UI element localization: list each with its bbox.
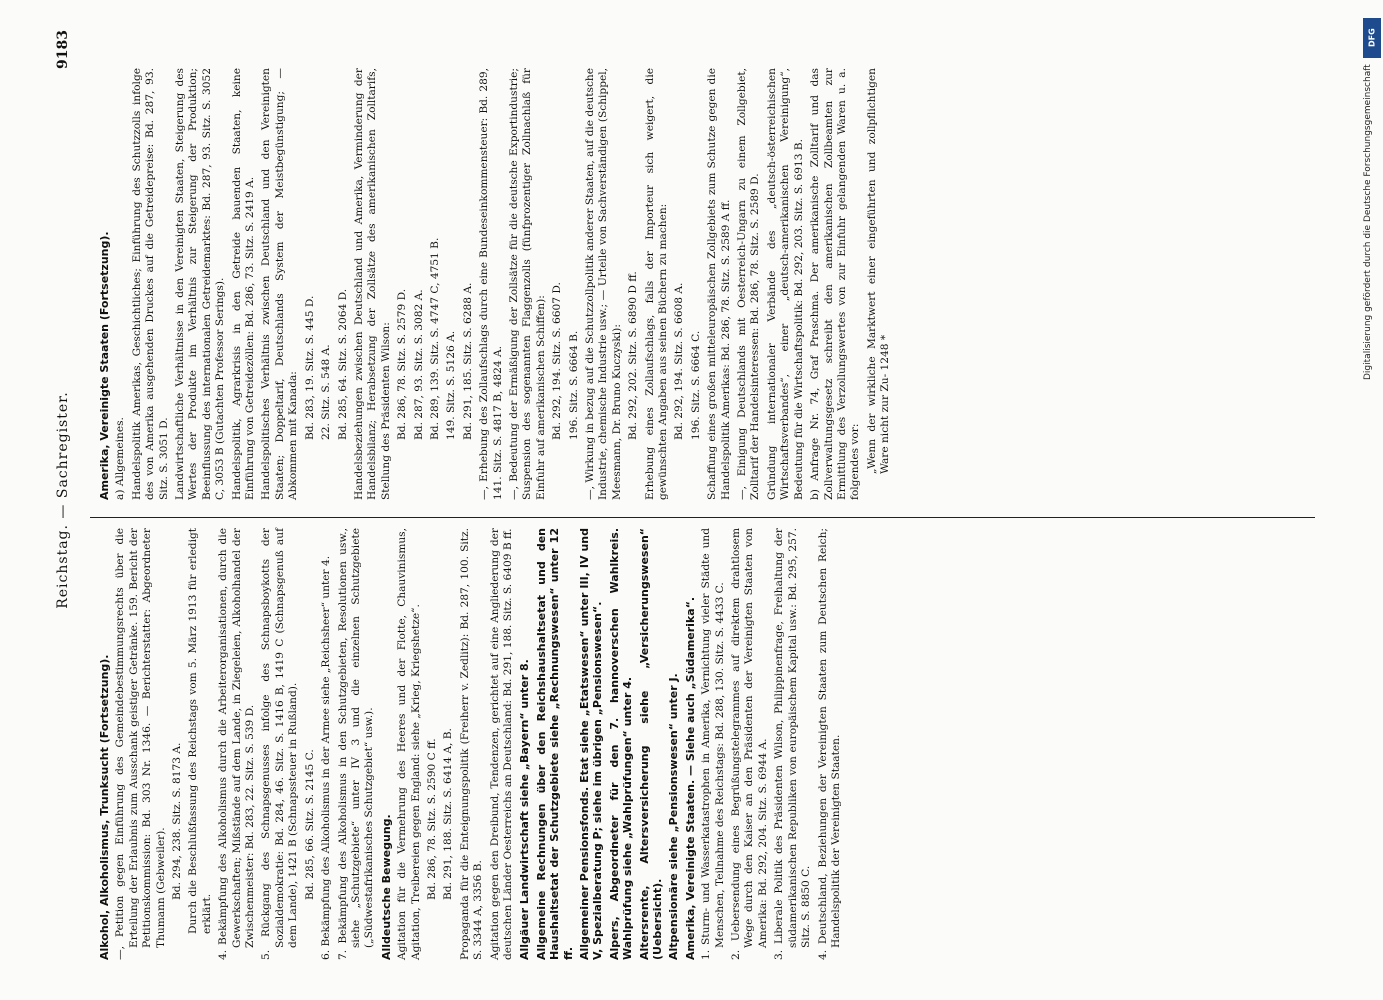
dfg-logo: DFG bbox=[1363, 18, 1381, 58]
index-entry: 3. Liberale Politik des Präsidenten Wilson, Philippinenfrage, Freihaltung der südamerikanischen Republiken von europäischem Kapital usw.: Bd. 295, 257. Sitz. S. 8850 C. bbox=[773, 528, 813, 960]
index-entry: a) Allgemeines. bbox=[114, 417, 127, 500]
entry-heading: Alldeutsche Bewegung. bbox=[379, 814, 393, 960]
index-entry: Agitation für die Vermehrung des Heeres und der Flotte, Chauvinismus, Agitation, Treibereien gegen England: siehe „Krieg, Kriegshetze“. bbox=[396, 528, 422, 960]
index-entry: Bd. 291, 188. Sitz. S. 6414 A, B. bbox=[442, 728, 455, 900]
index-entry: Gründung internationaler Verbände des „deutsch-österreichischen Wirtschaftsverbandes“, einer „deutsch-amerikanischen Vereinigung“, Bedeutung für die Wirtschaftspolitik: Bd. 292, 203. Sitz. S. 6913 B. bbox=[765, 68, 805, 500]
index-entry: 4. Deutschland, Beziehungen der Vereinigten Staaten zum Deutschen Reich; Handelspolitik der Vereinigten Staaten. bbox=[816, 528, 842, 960]
index-entry: Bd. 291, 185. Sitz. S. 6288 A. bbox=[461, 282, 474, 440]
index-entry: —, Einigung Deutschlands mit Oesterreich-Ungarn zu einem Zollgebiet, Zolltarif der Handelsinteressen: Bd. 286, 78. Sitz. S. 2589 D. bbox=[736, 68, 762, 500]
index-entry: —, Bedeutung der Ermäßigung der Zollsätze für die deutsche Exportindustrie; Suspension des sogenannten Flaggenzolls (fünfprozentiger Zollnachlaß für Einfuhr auf amerikanischen Schiffen): bbox=[507, 68, 547, 500]
index-entry: Bd. 292, 194. Sitz. S. 6607 D. bbox=[551, 282, 564, 440]
index-entry: Bd. 287, 93. Sitz. S. 3082 A. bbox=[412, 289, 425, 440]
digitization-stamp bbox=[1361, 10, 1383, 990]
index-entry: Bd. 285, 66. Sitz. S. 2145 C. bbox=[303, 749, 316, 900]
index-entry: —, Petition gegen Einführung des Gemeindebestimmungsrechts über die Erteilung der Erlaubnis zum Ausschank geistiger Getränke. 159. Bericht der Petitionskommission: Bd. 303 Nr. 1346. — Berichterstatter: Abgeordneter Thumann (Gebweiler). bbox=[114, 528, 167, 960]
index-entry: 7. Bekämpfung des Alkoholismus in den Schutzgebieten, Resolutionen usw., siehe „Schutzgebiete“ unter IV 3 und die einzelnen Schutzgebiete („Südwestafrikanisches Schutzgebiet“ usw.). bbox=[336, 528, 376, 960]
index-entry: 149. Sitz. S. 5126 A. bbox=[445, 330, 458, 440]
index-entry: —, Erhebung des Zollaufschlags durch eine Bundeseinkommensteuer: Bd. 289, 141. Sitz. S. 4817 B, 4824 A. bbox=[478, 68, 504, 500]
digitization-note: Digitalisierung gefördert durch die Deutsche Forschungsgemeinschaft bbox=[1363, 64, 1373, 380]
running-header bbox=[55, 30, 79, 970]
entry-heading: Alkohol, Alkoholismus, Trunksucht (Fortsetzung). bbox=[98, 654, 111, 960]
index-entry: Bd. 285, 64. Sitz. S. 2064 D. bbox=[336, 288, 349, 440]
index-entry: Schaffung eines großen mitteleuropäischen Zollgebiets zum Schutze gegen die Handelspolitik Amerikas: Bd. 286, 78. Sitz. S. 2589 A ff. bbox=[706, 68, 732, 500]
index-entry: Handelsbeziehungen zwischen Deutschland und Amerika, Verminderung der Handelsbilanz; Herabsetzung der Zollsätze des amerikanischen Zolltarifs, Stellung des Präsidenten Wilson: bbox=[352, 68, 392, 500]
header-title: Reichstag. — Sachregister. bbox=[55, 391, 71, 609]
index-entry: Bd. 292, 194. Sitz. S. 6608 A. bbox=[673, 282, 686, 440]
entry-heading: Allgemeiner Pensionsfonds. Etat siehe „Etatswesen“ unter III, IV und V, Spezialberatung P; siehe im übrigen „Pensionswesen“. bbox=[578, 528, 605, 960]
index-entry: 4. Bekämpfung des Alkoholismus durch die Arbeiterorganisationen, durch die Gewerkschaften; Mißstände auf dem Lande, in Ziegeleien, Alkoholhandel der Zwischenmeister: Bd. 283, 22. Sitz. S. 539 D. bbox=[217, 528, 257, 960]
index-entry: Propaganda für die Enteignungspolitik (Freiherr v. Zedlitz): Bd. 287, 100. Sitz. S. 3344 A, 3356 B. bbox=[458, 528, 485, 960]
left-column bbox=[98, 528, 846, 960]
index-entry: „Wenn der wirkliche Marktwert einer eingeführten und zollpflichtigen Ware nicht zur Zu- 1248 * bbox=[865, 68, 892, 474]
index-entry: Agitation gegen den Dreibund, Tendenzen, gerichtet auf eine Angliederung der deutschen Länder Oesterreichs an Deutschland: Bd. 291, 188. Sitz. S. 6409 B ff. bbox=[488, 528, 514, 960]
index-entry: 22. Sitz. S. 548 A. bbox=[320, 344, 333, 440]
index-entry: 6. Bekämpfung des Alkoholismus in der Armee siehe „Reichsheer“ unter 4. bbox=[320, 555, 333, 960]
index-entry: —, Wirkung in bezug auf die Schutzzollpolitik anderer Staaten, auf die deutsche Industrie, chemische Industrie usw.; — Urteile von Sachverständigen (Schippel, Meesmann, Dr. Bruno Kuczyski): bbox=[584, 68, 623, 500]
index-entry: Bd. 286, 78. Sitz. S. 2590 C ff. bbox=[425, 738, 438, 900]
index-entry: Landwirtschaftliche Verhältnisse in den Vereinigten Staaten, Steigerung des Wertes der Produkte im Verhältnis zur Steigerung der Produktion; Beeinflussung des internationalen Getreidemarktes: Bd. 287, 93. Sitz. S. 3052 C, 3053 B (Gutachten Professor Serings). bbox=[174, 68, 227, 500]
entry-heading: Allgäuer Landwirtschaft siehe „Bayern“ unter 8. bbox=[518, 659, 532, 960]
index-entry: Bd. 286, 78. Sitz. S. 2579 D. bbox=[396, 288, 409, 440]
entry-heading: Amerika, Vereinigte Staaten. — Siehe auch „Südamerika“. bbox=[683, 596, 697, 960]
entry-heading: Allgemeine Rechnungen über den Reichshaushaltsetat und den Haushaltsetat der Schutzgebiete siehe „Rechnungswesen“ unter 12 ff. bbox=[534, 528, 575, 960]
entry-heading: Amerika, Vereinigte Staaten (Fortsetzung). bbox=[98, 231, 111, 500]
index-entry: Handelspolitik Amerikas, Geschichtliches; Einführung des Schutzzolls infolge des von Amerika ausgehenden Druckes auf die Getreidepreise: Bd. 287, 93. Sitz. S. 3051 D. bbox=[130, 68, 170, 500]
index-entry: Bd. 292, 202. Sitz. S. 6890 D ff. bbox=[627, 271, 640, 440]
index-entry: b) Anfrage Nr. 74, Graf Praschma. Der amerikanische Zolltarif und das Zollverwaltungsgesetz schreibt den amerikanischen Zollbeamten zur Ermittlung des Verzollungswertes von zur Einfuhr gelangenden Waren u. a. folgendes vor: bbox=[809, 68, 862, 500]
index-entry: 5. Rückgang des Schnapsgenusses infolge des Schnapsboykotts der Sozialdemokratie: Bd. 284, 46. Sitz. S. 1416 B, 1419 C (Schnapsgenuß auf dem Lande), 1421 B (Schnapssteuer in Rußland). bbox=[260, 528, 300, 960]
index-entry: Bd. 294, 238. Sitz. S. 8173 A. bbox=[171, 742, 184, 900]
index-entry: 1. Sturm- und Wasserkatastrophen in Amerika, Vernichtung vieler Städte und Menschen, Teilnahme des Reichstags: Bd. 288, 130. Sitz. S. 4433 C. bbox=[700, 528, 726, 960]
index-entry: Durch die Beschlußfassung des Reichstags vom 5. März 1913 für erledigt erklärt. bbox=[187, 528, 213, 934]
column-divider bbox=[90, 517, 1315, 518]
index-entry: Bd. 283, 19. Sitz. S. 445 D. bbox=[303, 295, 316, 440]
entry-heading: Altpensionäre siehe „Pensionswesen“ unter J. bbox=[667, 673, 681, 960]
page-number: 9183 bbox=[55, 30, 71, 69]
index-entry: 2. Uebersendung eines Begrüßungstelegrammes auf direktem drahtlosem Wege durch den Kaiser an den Präsidenten der Vereinigten Staaten von Amerika: Bd. 292, 204. Sitz. S. 6944 A. bbox=[730, 528, 769, 960]
index-entry: 196. Sitz. S. 6664 B. bbox=[567, 330, 580, 440]
index-entry: Handelspolitisches Verhältnis zwischen Deutschland und den Vereinigten Staaten; Doppeltarif, Deutschlands System der Meistbegünstigung; — Abkommen mit Kanada: bbox=[260, 68, 300, 500]
entry-heading: Altersrente, Altersversicherung siehe „Versicherungswesen“ (Uebersicht). bbox=[637, 528, 665, 960]
index-entry: Bd. 289, 139. Sitz. S. 4747 C, 4751 B. bbox=[428, 237, 441, 440]
index-entry: Erhebung eines Zollaufschlags, falls der Importeur sich weigert, die gewünschten Angaben aus seinen Büchern zu machen: bbox=[643, 68, 670, 500]
index-entry: Handelspolitik, Agrarkrisis in den Getreide bauenden Staaten, keine Einführung von Getreidezöllen: Bd. 286, 73. Sitz. S. 2419 A. bbox=[230, 68, 257, 500]
index-entry: 196. Sitz. S. 6664 C. bbox=[689, 330, 702, 440]
right-column bbox=[98, 68, 896, 500]
entry-heading: Alpers, Abgeordneter für den 7. hannoverschen Wahlkreis. Wahlprüfung siehe „Wahlprüfungen“ unter 4. bbox=[607, 528, 635, 960]
